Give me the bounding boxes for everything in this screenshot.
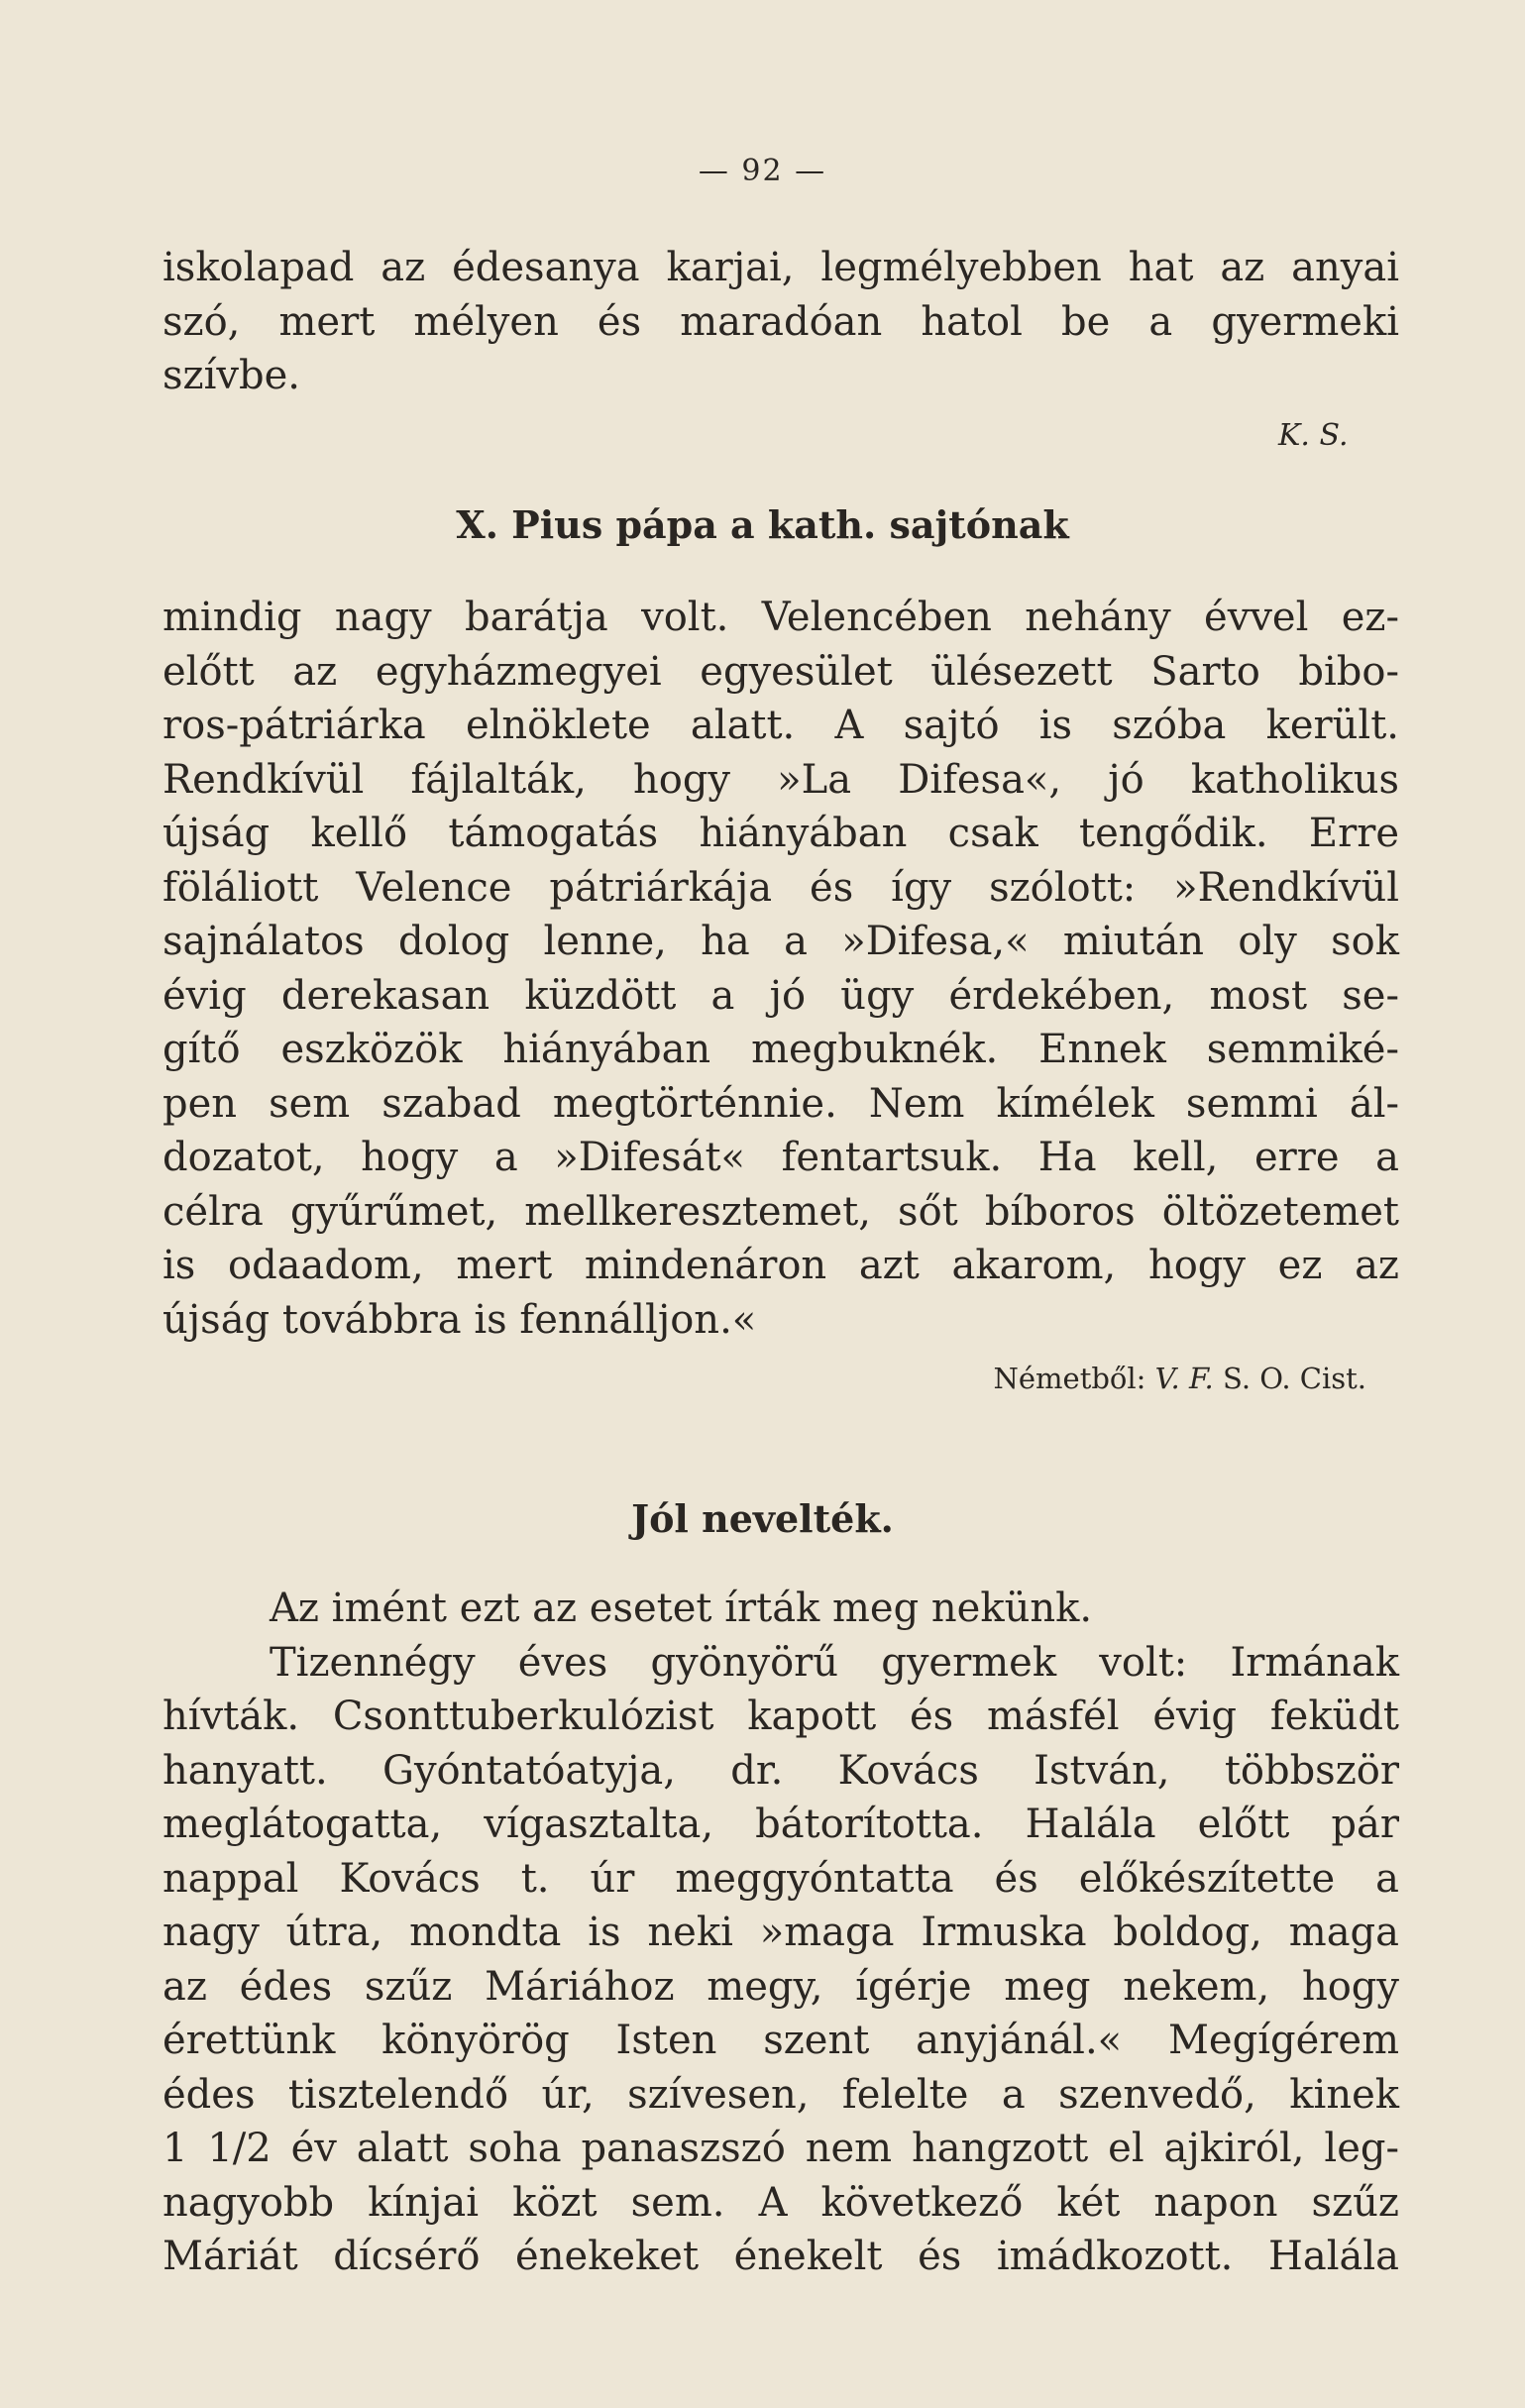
text-line: Tizennégy éves gyönyörű gyermek volt: Irmának [270,1639,1399,1686]
text-line: szívbe. [163,353,300,398]
text-line: hanyatt. Gyóntatóatyja, dr. Kovács István, többször [163,1747,1399,1794]
text-line: újság továbbra is fennálljon.« [163,1296,757,1343]
text-line: nagyobb kínjai közt sem. A következő két napon szűz [163,2179,1399,2226]
text-line: az édes szűz Máriához megy, ígérje meg nekem, hogy [163,1963,1399,2010]
text-line: föláliott Velence pátriárkája és így szólott: »Rendkívül [163,864,1399,911]
source-author: V. F. [1154,1362,1214,1395]
pius-paragraph [163,591,1399,1347]
text-line: nagy útra, mondta is neki »maga Irmuska boldog, maga [163,1910,1399,1955]
text-line: érettünk könyörög Isten szent anyjánál.« Megígérem [163,2018,1399,2063]
text-line: iskolapad az édesanya karjai, legmélyebben hat az anyai [163,245,1399,290]
source-attribution [994,1362,1367,1395]
text-line: ros-pátriárka elnöklete alatt. A sajtó is szóba került. [163,703,1399,748]
text-line: is odaadom, mert mindenáron azt akarom, hogy ez az [163,1243,1399,1288]
text-line: újság kellő támogatás hiányában csak tengődik. Erre [163,811,1399,856]
text-line: gítő eszközök hiányában megbuknék. Ennek semmiké- [163,1027,1399,1072]
text-line: édes tisztelendő úr, szívesen, felelte a szenvedő, kinek [163,2071,1399,2118]
text-line: szó, mert mélyen és maradóan hatol be a gyermeki [163,298,1399,345]
text-line: nappal Kovács t. úr meggyóntatta és előkészítette a [163,1855,1399,1902]
section-title-pius: X. Pius pápa a kath. sajtónak [456,502,1069,547]
text-line: előtt az egyházmegyei egyesület ülésezett Sarto bibo- [163,648,1399,695]
text-line: célra gyűrűmet, mellkeresztemet, sőt bíboros öltözetemet [163,1188,1399,1235]
text-line: Az imént ezt az esetet írták meg nekünk. [270,1586,1093,1631]
text-line: dozatot, hogy a »Difesát« fentartsuk. Ha kell, erre a [163,1135,1399,1180]
text-line: 1 1/2 év alatt soha panaszszó nem hangzott el ajkiról, leg- [163,2126,1399,2171]
opening-paragraph [163,241,1399,403]
text-line: meglátogatta, vígasztalta, bátorította. Halála előtt pár [163,1802,1399,1847]
text-line: Máriát dícsérő énekeket énekelt és imádkozott. Halála [163,2234,1399,2279]
section-title-jol-neveltek: Jól nevelték. [631,1496,894,1541]
source-label: Németből: [993,1362,1146,1395]
text-line: sajnálatos dolog lenne, ha a »Difesa,« miután oly sok [163,919,1399,964]
text-line: mindig nagy barátja volt. Velencében nehány évvel ez- [163,595,1399,640]
source-order: S. O. Cist. [1223,1362,1366,1395]
signature: K. S. [1278,418,1349,453]
page-number: — 92 — [698,154,827,188]
text-line: pen sem szabad megtörténnie. Nem kímélek semmi ál- [163,1080,1399,1127]
jol-neveltek-paragraph [163,1582,1399,2284]
text-line: évig derekasan küzdött a jó ügy érdekében, most se- [163,972,1399,1019]
text-line: hívták. Csonttuberkulózist kapott és másfél évig feküdt [163,1694,1399,1739]
text-line: Rendkívül fájlalták, hogy »La Difesa«, jó katholikus [163,756,1399,803]
